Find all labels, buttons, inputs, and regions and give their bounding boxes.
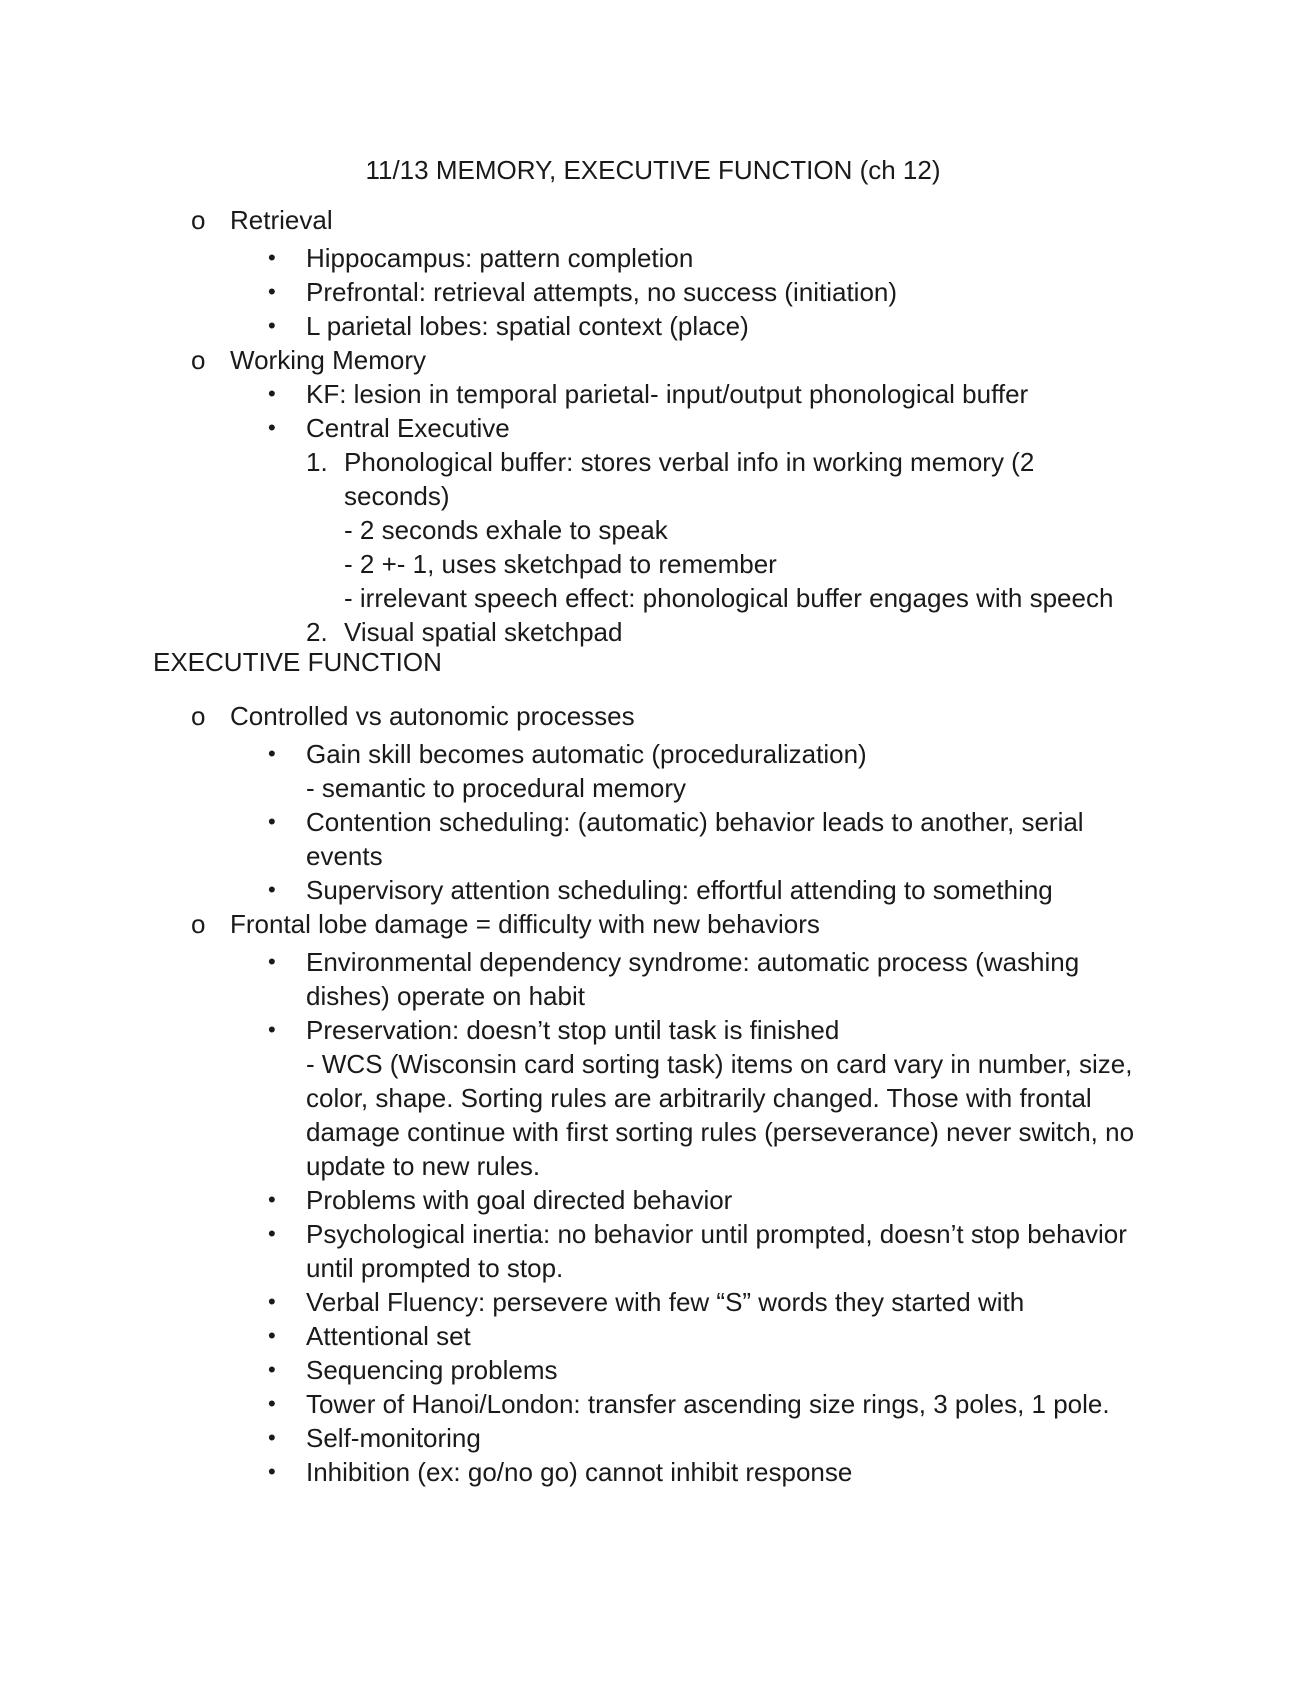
bullet-item	[0, 309, 1136, 343]
outline-label: Frontal lobe damage = difficulty with new behaviors	[230, 909, 820, 939]
bullet-text: Attentional set	[306, 1321, 471, 1351]
bullet-marker: •	[268, 245, 276, 270]
bullet-text: Sequencing problems	[306, 1355, 558, 1385]
numbered-item	[0, 615, 1134, 649]
numbered-note: - 2 seconds exhale to speak	[344, 515, 668, 545]
bullet-text: KF: lesion in temporal parietal- input/output phonological buffer	[306, 379, 1029, 409]
bullet-text: Inhibition (ex: go/no go) cannot inhibit response	[306, 1457, 853, 1487]
bullet-item	[0, 1319, 1136, 1353]
bullet-item	[0, 1353, 1136, 1387]
page-title: 11/13 MEMORY, EXECUTIVE FUNCTION (ch 12)	[365, 155, 941, 185]
section-heading: EXECUTIVE FUNCTION	[153, 647, 442, 677]
bullet-text: Preservation: doesn’t stop until task is finished	[306, 1015, 840, 1045]
bullet-item	[0, 1217, 1136, 1285]
bullet-marker: •	[268, 1459, 276, 1484]
bullet-item	[0, 1421, 1136, 1455]
bullet-marker: •	[268, 877, 276, 902]
bullet-item	[0, 805, 1136, 873]
bullet-marker: •	[268, 1221, 276, 1246]
outline-marker: o	[191, 909, 206, 939]
bullet-marker: •	[268, 313, 276, 338]
bullet-note: - WCS (Wisconsin card sorting task) items on card vary in number, size, color, shape. Sorting rules are arbitrarily changed. Those with frontal damage continue with first sorting rules (perseverance) never switch, no update to new rules.	[306, 1049, 1135, 1181]
outline-item-frontal	[0, 907, 1306, 941]
number-marker: 1.	[306, 447, 328, 477]
bullet-item	[0, 945, 1136, 1013]
bullet-item	[0, 241, 1136, 275]
executive-outline	[0, 699, 1306, 1489]
bullet-text: Psychological inertia: no behavior until prompted, doesn’t stop behavior until prompted to stop.	[306, 1219, 1127, 1283]
bullet-marker: •	[268, 1187, 276, 1212]
bullet-item	[0, 1285, 1136, 1319]
outline-item-controlled	[0, 699, 1306, 733]
outline-label: Working Memory	[230, 345, 427, 375]
memory-outline	[0, 203, 1306, 649]
numbered-text: Visual spatial sketchpad	[344, 617, 623, 647]
numbered-item	[0, 445, 1134, 513]
bullet-marker: •	[268, 1017, 276, 1042]
bullet-text: Verbal Fluency: persevere with few “S” words they started with	[306, 1287, 1025, 1317]
bullet-item	[0, 377, 1136, 411]
bullet-text: Prefrontal: retrieval attempts, no success (initiation)	[306, 277, 898, 307]
bullet-marker: •	[268, 1323, 276, 1348]
bullet-item	[0, 1455, 1136, 1489]
bullet-item	[0, 411, 1136, 445]
bullet-marker: •	[268, 809, 276, 834]
bullet-marker: •	[268, 381, 276, 406]
outline-marker: o	[191, 205, 206, 235]
bullet-item	[0, 1013, 1136, 1183]
numbered-text: Phonological buffer: stores verbal info in working memory (2 seconds)	[344, 447, 1035, 511]
bullet-text: Environmental dependency syndrome: automatic process (washing dishes) operate on habit	[306, 947, 1080, 1011]
bullet-text: Central Executive	[306, 413, 510, 443]
numbered-note: - irrelevant speech effect: phonological buffer engages with speech	[344, 583, 1114, 613]
bullet-note: - semantic to procedural memory	[306, 773, 687, 803]
bullet-marker: •	[268, 1391, 276, 1416]
outline-item-retrieval	[0, 203, 1306, 237]
bullet-item	[0, 1387, 1136, 1421]
bullet-marker: •	[268, 1357, 276, 1382]
outline-label: Controlled vs autonomic processes	[230, 701, 635, 731]
bullet-marker: •	[268, 1425, 276, 1450]
bullet-text: Problems with goal directed behavior	[306, 1185, 733, 1215]
outline-marker: o	[191, 345, 206, 375]
bullet-marker: •	[268, 415, 276, 440]
outline-marker: o	[191, 701, 206, 731]
outline-label: Retrieval	[230, 205, 333, 235]
bullet-item	[0, 873, 1136, 907]
bullet-item	[0, 275, 1136, 309]
bullet-marker: •	[268, 1289, 276, 1314]
bullet-item	[0, 737, 1136, 805]
outline-item-working-memory	[0, 343, 1306, 377]
numbered-note: - 2 +- 1, uses sketchpad to remember	[344, 549, 777, 579]
bullet-text: Contention scheduling: (automatic) behavior leads to another, serial events	[306, 807, 1084, 871]
bullet-marker: •	[268, 279, 276, 304]
number-marker: 2.	[306, 617, 328, 647]
bullet-text: Gain skill becomes automatic (proceduralization)	[306, 739, 867, 769]
bullet-item	[0, 1183, 1136, 1217]
bullet-text: Self-monitoring	[306, 1423, 481, 1453]
bullet-marker: •	[268, 949, 276, 974]
bullet-text: Tower of Hanoi/London: transfer ascending size rings, 3 poles, 1 pole.	[306, 1389, 1110, 1419]
bullet-marker: •	[268, 741, 276, 766]
bullet-text: L parietal lobes: spatial context (place)	[306, 311, 749, 341]
bullet-text: Hippocampus: pattern completion	[306, 243, 694, 273]
bullet-text: Supervisory attention scheduling: effortful attending to something	[306, 875, 1053, 905]
